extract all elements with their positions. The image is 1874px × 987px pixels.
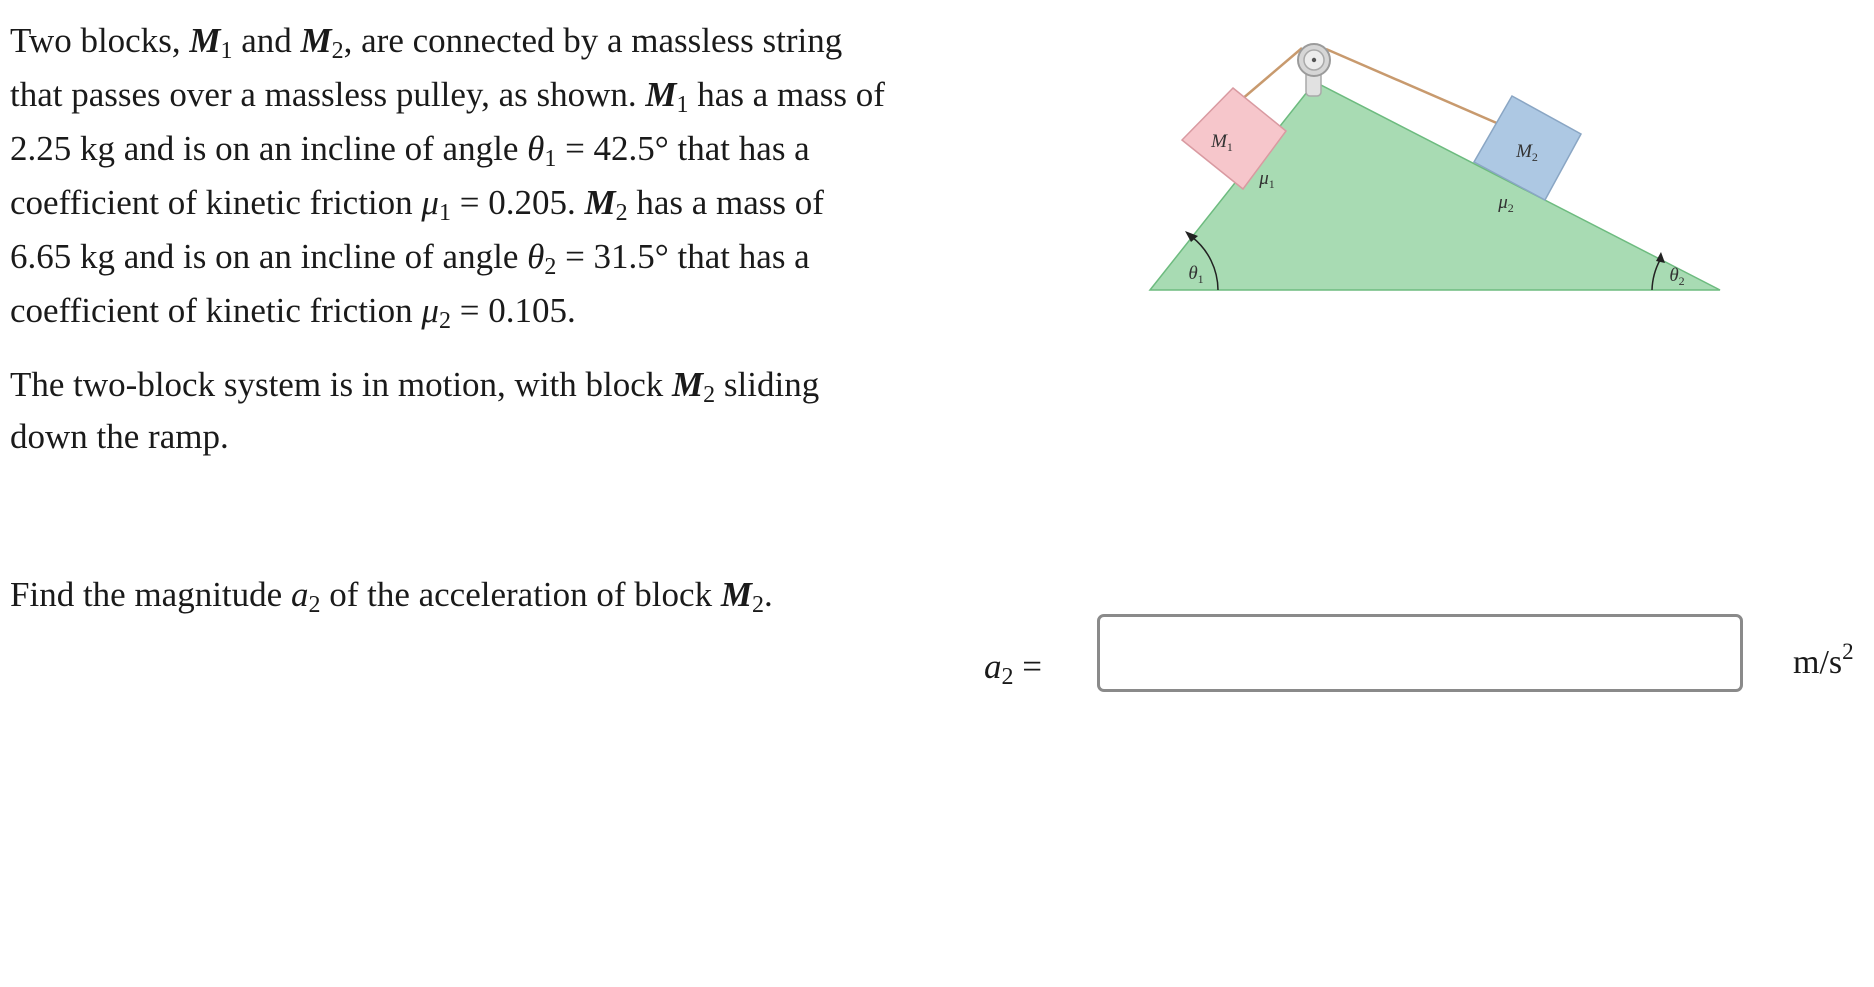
var-a2: $a_2$ — [290, 575, 321, 618]
problem-statement — [10, 14, 890, 463]
label-mu2: $\mu_2$ — [1498, 192, 1514, 215]
var-m1: $M_1$ — [645, 75, 689, 118]
var-m2: $M_2$ — [720, 575, 764, 618]
answer-label: $a_2$ = — [984, 647, 1042, 690]
var-m1: $M_1$ — [189, 21, 233, 64]
label-mu1: $\mu_1$ — [1259, 168, 1275, 191]
label-theta1: $\theta_1$ — [1188, 263, 1204, 286]
problem-paragraph-1: Two blocks, $M_1$ and $M_2$, are connected by a massless string that passes over a massless pulley, as shown. $M_1$ has a mass of 2.25 kg and is on an incline of angle $\theta_1 = 42.5^\circ$ that has a coefficient of kinetic friction $\mu_1 = 0.205$. $M_2$ has a mass of 6.65 kg and is on an incline of angle $\theta_2 = 31.5^\circ$ that has a coefficient of kinetic friction $\mu_2 = 0.105$. — [10, 21, 885, 334]
string-left — [1241, 48, 1302, 100]
var-m2: $M_2$ — [672, 365, 716, 408]
problem-paragraph-2: The two-block system is in motion, with block $M_2$ sliding down the ramp. — [10, 365, 820, 456]
label-theta2: $\theta_2$ — [1669, 265, 1685, 288]
var-theta2: $\theta_2$ — [527, 237, 557, 280]
label-m2: $M_2$ — [1516, 141, 1538, 164]
var-mu1: $\mu_1$ — [421, 183, 451, 226]
var-m2: $M_2$ — [584, 183, 628, 226]
incline-diagram — [1140, 30, 1740, 300]
unit-label: $m/s^2$ — [1793, 639, 1854, 681]
var-theta1: $\theta_1$ — [527, 129, 557, 172]
answer-input[interactable] — [1097, 614, 1743, 692]
label-m1: $M_1$ — [1211, 131, 1233, 154]
question-text: Find the magnitude $a_2$ of the acceleration of block $M_2$. — [10, 575, 773, 618]
var-m2: $M_2$ — [300, 21, 344, 64]
var-mu2: $\mu_2$ — [421, 291, 451, 334]
